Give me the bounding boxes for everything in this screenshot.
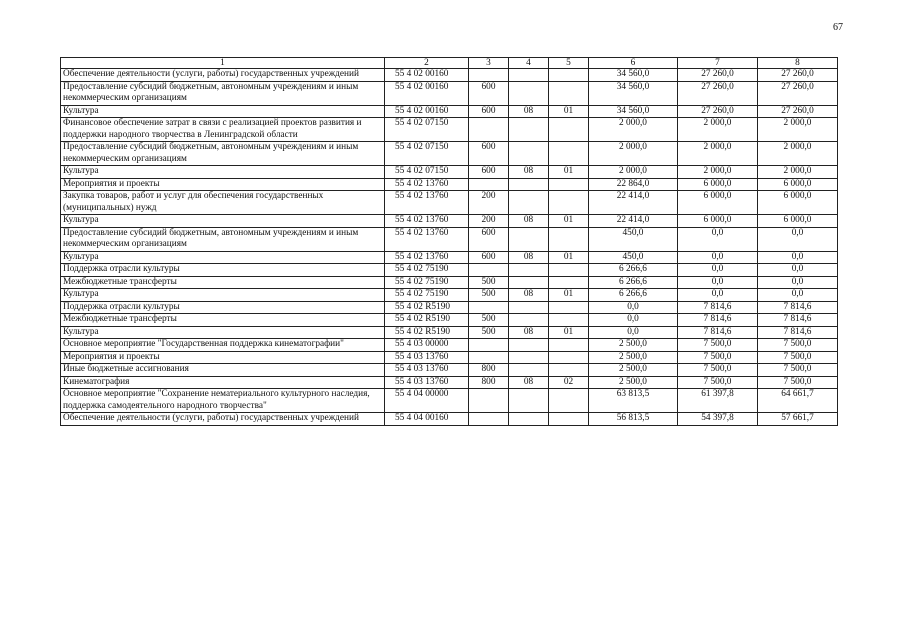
value-cell: 6 000,0 [758, 215, 838, 228]
name-cell: Поддержка отрасли культуры [61, 264, 385, 277]
code-cell: 55 4 02 00160 [385, 105, 469, 118]
vr-cell [469, 301, 509, 314]
code-cell: 55 4 02 13760 [385, 191, 469, 215]
section-cell: 08 [509, 215, 549, 228]
value-cell: 54 397,8 [678, 413, 758, 426]
section-cell [509, 264, 549, 277]
table-row [61, 166, 838, 179]
value-cell: 6 000,0 [678, 215, 758, 228]
subsection-cell [549, 69, 589, 82]
section-cell: 08 [509, 105, 549, 118]
section-cell [509, 178, 549, 191]
value-cell: 6 266,6 [589, 289, 678, 302]
code-cell: 55 4 02 00160 [385, 69, 469, 82]
subsection-cell: 01 [549, 289, 589, 302]
page-number: 67 [833, 22, 843, 33]
value-cell: 34 560,0 [589, 105, 678, 118]
value-cell: 7 814,6 [758, 326, 838, 339]
value-cell: 27 260,0 [758, 105, 838, 118]
section-cell [509, 339, 549, 352]
table-row [61, 142, 838, 166]
table-body [61, 69, 838, 426]
name-cell: Культура [61, 251, 385, 264]
value-cell: 7 500,0 [678, 351, 758, 364]
column-header: 3 [469, 58, 509, 69]
name-cell: Предоставление субсидий бюджетным, автономным учреждениям и иным некоммерческим организациям [61, 81, 385, 105]
value-cell: 6 000,0 [678, 178, 758, 191]
value-cell: 7 500,0 [678, 376, 758, 389]
column-header: 1 [61, 58, 385, 69]
value-cell: 27 260,0 [758, 81, 838, 105]
section-cell [509, 118, 549, 142]
name-cell: Культура [61, 166, 385, 179]
name-cell: Культура [61, 215, 385, 228]
value-cell: 0,0 [589, 301, 678, 314]
vr-cell: 800 [469, 364, 509, 377]
value-cell: 0,0 [758, 227, 838, 251]
subsection-cell [549, 276, 589, 289]
vr-cell [469, 413, 509, 426]
code-cell: 55 4 02 R5190 [385, 314, 469, 327]
section-cell [509, 142, 549, 166]
table-row [61, 105, 838, 118]
table-row [61, 389, 838, 413]
subsection-cell [549, 178, 589, 191]
value-cell: 2 000,0 [589, 118, 678, 142]
value-cell: 27 260,0 [678, 105, 758, 118]
section-cell [509, 389, 549, 413]
subsection-cell: 01 [549, 251, 589, 264]
vr-cell [469, 389, 509, 413]
code-cell: 55 4 02 13760 [385, 227, 469, 251]
value-cell: 7 814,6 [678, 301, 758, 314]
value-cell: 2 000,0 [678, 166, 758, 179]
code-cell: 55 4 02 75190 [385, 289, 469, 302]
value-cell: 2 500,0 [589, 339, 678, 352]
section-cell [509, 227, 549, 251]
vr-cell: 500 [469, 314, 509, 327]
table-row [61, 326, 838, 339]
code-cell: 55 4 02 13760 [385, 251, 469, 264]
section-cell [509, 413, 549, 426]
value-cell: 7 500,0 [678, 339, 758, 352]
subsection-cell: 02 [549, 376, 589, 389]
vr-cell: 600 [469, 81, 509, 105]
column-header: 5 [549, 58, 589, 69]
code-cell: 55 4 02 00160 [385, 81, 469, 105]
vr-cell: 600 [469, 227, 509, 251]
value-cell: 2 000,0 [589, 142, 678, 166]
value-cell: 2 000,0 [678, 118, 758, 142]
name-cell: Поддержка отрасли культуры [61, 301, 385, 314]
value-cell: 34 560,0 [589, 81, 678, 105]
value-cell: 0,0 [678, 276, 758, 289]
budget-table [60, 57, 838, 426]
vr-cell: 500 [469, 276, 509, 289]
value-cell: 34 560,0 [589, 69, 678, 82]
value-cell: 2 500,0 [589, 376, 678, 389]
value-cell: 450,0 [589, 251, 678, 264]
subsection-cell [549, 142, 589, 166]
code-cell: 55 4 03 13760 [385, 351, 469, 364]
table-row [61, 351, 838, 364]
value-cell: 27 260,0 [678, 81, 758, 105]
value-cell: 2 000,0 [758, 142, 838, 166]
name-cell: Предоставление субсидий бюджетным, автономным учреждениям и иным некоммерческим организациям [61, 227, 385, 251]
value-cell: 0,0 [758, 289, 838, 302]
section-cell: 08 [509, 326, 549, 339]
header-row [61, 58, 838, 69]
value-cell: 57 661,7 [758, 413, 838, 426]
code-cell: 55 4 02 R5190 [385, 301, 469, 314]
vr-cell [469, 118, 509, 142]
code-cell: 55 4 02 75190 [385, 276, 469, 289]
section-cell [509, 69, 549, 82]
subsection-cell [549, 227, 589, 251]
table-row [61, 339, 838, 352]
name-cell: Обеспечение деятельности (услуги, работы) государственных учреждений [61, 413, 385, 426]
vr-cell: 600 [469, 142, 509, 166]
value-cell: 7 500,0 [758, 376, 838, 389]
vr-cell: 200 [469, 191, 509, 215]
section-cell: 08 [509, 251, 549, 264]
code-cell: 55 4 02 75190 [385, 264, 469, 277]
table-row [61, 413, 838, 426]
value-cell: 27 260,0 [678, 69, 758, 82]
value-cell: 7 814,6 [758, 314, 838, 327]
vr-cell: 500 [469, 326, 509, 339]
name-cell: Предоставление субсидий бюджетным, автономным учреждениям и иным некоммерческим организациям [61, 142, 385, 166]
section-cell: 08 [509, 166, 549, 179]
table-row [61, 276, 838, 289]
name-cell: Закупка товаров, работ и услуг для обеспечения государственных (муниципальных) нужд [61, 191, 385, 215]
value-cell: 2 000,0 [758, 166, 838, 179]
value-cell: 0,0 [758, 251, 838, 264]
value-cell: 6 266,6 [589, 276, 678, 289]
value-cell: 6 266,6 [589, 264, 678, 277]
subsection-cell: 01 [549, 215, 589, 228]
table-row [61, 376, 838, 389]
name-cell: Культура [61, 289, 385, 302]
value-cell: 0,0 [678, 227, 758, 251]
name-cell: Основное мероприятие "Государственная поддержка кинематографии" [61, 339, 385, 352]
value-cell: 6 000,0 [758, 191, 838, 215]
name-cell: Иные бюджетные ассигнования [61, 364, 385, 377]
value-cell: 0,0 [678, 289, 758, 302]
subsection-cell [549, 413, 589, 426]
section-cell [509, 276, 549, 289]
table-row [61, 69, 838, 82]
section-cell: 08 [509, 376, 549, 389]
table-row [61, 215, 838, 228]
subsection-cell [549, 351, 589, 364]
table-row [61, 301, 838, 314]
value-cell: 0,0 [758, 276, 838, 289]
section-cell [509, 81, 549, 105]
name-cell: Основное мероприятие "Сохранение нематериального культурного наследия, поддержка самодеятельного народного творчества" [61, 389, 385, 413]
value-cell: 7 500,0 [678, 364, 758, 377]
value-cell: 2 000,0 [758, 118, 838, 142]
vr-cell [469, 339, 509, 352]
value-cell: 0,0 [589, 326, 678, 339]
subsection-cell [549, 389, 589, 413]
code-cell: 55 4 04 00000 [385, 389, 469, 413]
value-cell: 2 500,0 [589, 364, 678, 377]
column-header: 6 [589, 58, 678, 69]
column-header: 8 [758, 58, 838, 69]
value-cell: 0,0 [678, 264, 758, 277]
subsection-cell [549, 339, 589, 352]
section-cell: 08 [509, 289, 549, 302]
value-cell: 7 814,6 [758, 301, 838, 314]
column-header: 7 [678, 58, 758, 69]
code-cell: 55 4 02 13760 [385, 215, 469, 228]
section-cell [509, 314, 549, 327]
name-cell: Культура [61, 326, 385, 339]
value-cell: 7 500,0 [758, 339, 838, 352]
value-cell: 450,0 [589, 227, 678, 251]
name-cell: Кинематография [61, 376, 385, 389]
subsection-cell: 01 [549, 326, 589, 339]
vr-cell: 500 [469, 289, 509, 302]
name-cell: Межбюджетные трансферты [61, 314, 385, 327]
subsection-cell [549, 301, 589, 314]
value-cell: 0,0 [589, 314, 678, 327]
value-cell: 56 813,5 [589, 413, 678, 426]
code-cell: 55 4 03 13760 [385, 364, 469, 377]
value-cell: 0,0 [758, 264, 838, 277]
value-cell: 7 500,0 [758, 364, 838, 377]
code-cell: 55 4 02 07150 [385, 166, 469, 179]
value-cell: 2 500,0 [589, 351, 678, 364]
code-cell: 55 4 03 00000 [385, 339, 469, 352]
table-row [61, 314, 838, 327]
table-row [61, 264, 838, 277]
column-header: 4 [509, 58, 549, 69]
subsection-cell [549, 314, 589, 327]
section-cell [509, 364, 549, 377]
value-cell: 2 000,0 [589, 166, 678, 179]
value-cell: 27 260,0 [758, 69, 838, 82]
section-cell [509, 351, 549, 364]
subsection-cell [549, 191, 589, 215]
value-cell: 6 000,0 [678, 191, 758, 215]
vr-cell: 600 [469, 251, 509, 264]
code-cell: 55 4 03 13760 [385, 376, 469, 389]
value-cell: 6 000,0 [758, 178, 838, 191]
subsection-cell [549, 81, 589, 105]
subsection-cell [549, 264, 589, 277]
vr-cell [469, 178, 509, 191]
section-cell [509, 301, 549, 314]
code-cell: 55 4 04 00160 [385, 413, 469, 426]
value-cell: 64 661,7 [758, 389, 838, 413]
column-header: 2 [385, 58, 469, 69]
subsection-cell: 01 [549, 166, 589, 179]
name-cell: Мероприятия и проекты [61, 351, 385, 364]
code-cell: 55 4 02 07150 [385, 118, 469, 142]
table-row [61, 289, 838, 302]
code-cell: 55 4 02 07150 [385, 142, 469, 166]
code-cell: 55 4 02 13760 [385, 178, 469, 191]
subsection-cell: 01 [549, 105, 589, 118]
vr-cell: 600 [469, 105, 509, 118]
value-cell: 7 500,0 [758, 351, 838, 364]
table-row [61, 118, 838, 142]
vr-cell [469, 351, 509, 364]
section-cell [509, 191, 549, 215]
value-cell: 22 414,0 [589, 215, 678, 228]
value-cell: 7 814,6 [678, 326, 758, 339]
vr-cell: 600 [469, 166, 509, 179]
table-row [61, 178, 838, 191]
table-row [61, 364, 838, 377]
vr-cell [469, 69, 509, 82]
code-cell: 55 4 02 R5190 [385, 326, 469, 339]
table-row [61, 81, 838, 105]
vr-cell: 800 [469, 376, 509, 389]
value-cell: 2 000,0 [678, 142, 758, 166]
value-cell: 22 414,0 [589, 191, 678, 215]
vr-cell [469, 264, 509, 277]
value-cell: 63 813,5 [589, 389, 678, 413]
value-cell: 22 864,0 [589, 178, 678, 191]
name-cell: Финансовое обеспечение затрат в связи с реализацией проектов развития и поддержки народного творчества в Ленинградской области [61, 118, 385, 142]
name-cell: Мероприятия и проекты [61, 178, 385, 191]
value-cell: 0,0 [678, 251, 758, 264]
name-cell: Обеспечение деятельности (услуги, работы) государственных учреждений [61, 69, 385, 82]
subsection-cell [549, 364, 589, 377]
name-cell: Межбюджетные трансферты [61, 276, 385, 289]
vr-cell: 200 [469, 215, 509, 228]
value-cell: 61 397,8 [678, 389, 758, 413]
table-row [61, 251, 838, 264]
subsection-cell [549, 118, 589, 142]
table-row [61, 191, 838, 215]
name-cell: Культура [61, 105, 385, 118]
value-cell: 7 814,6 [678, 314, 758, 327]
table-row [61, 227, 838, 251]
